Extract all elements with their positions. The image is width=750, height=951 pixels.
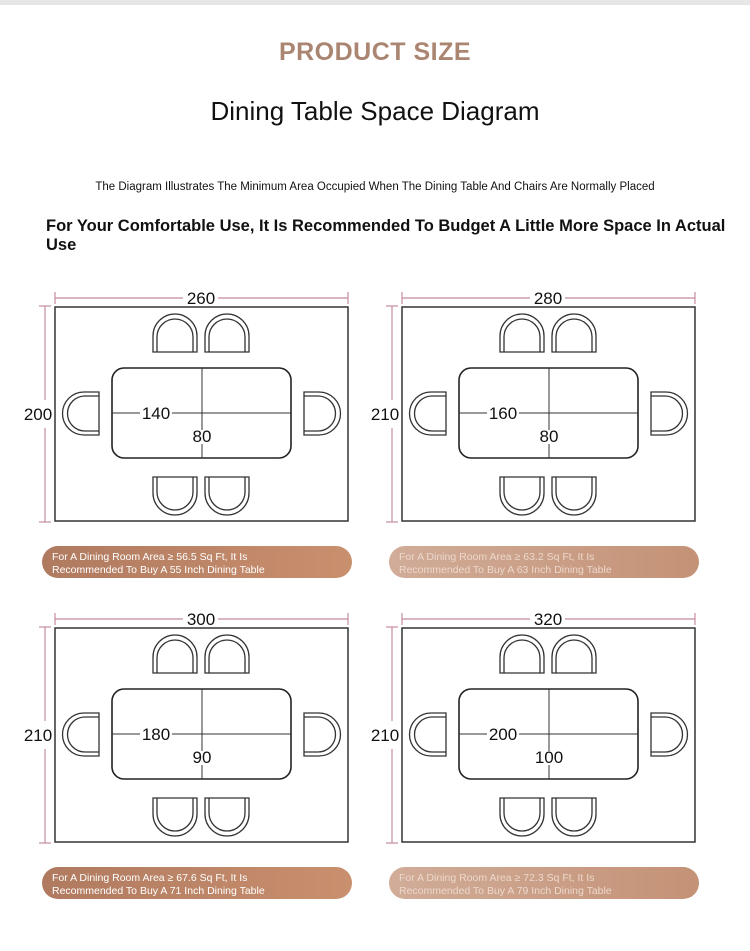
chair [651,392,688,435]
chair [410,713,447,756]
diagram-panel-260x200 [0,280,370,600]
room-width-label: 320 [533,610,563,629]
chair [205,477,249,515]
room-depth-label: 200 [23,405,53,424]
chair [153,314,197,352]
banner-line-2: Recommended To Buy A 79 Inch Dining Table [399,884,612,897]
room-depth-label: 210 [370,726,400,745]
chair [410,392,447,435]
table-width-label: 80 [192,427,212,446]
chair [552,798,596,836]
recommendation-banner [389,546,699,578]
banner-line-2: Recommended To Buy A 71 Inch Dining Table [52,884,265,897]
section-heading: PRODUCT SIZE [278,38,472,66]
room-width-label: 300 [186,610,216,629]
space-diagram [347,280,717,545]
table-width-label: 80 [539,427,559,446]
space-diagram [0,280,370,545]
table-width-label: 100 [534,748,564,767]
page-title: Dining Table Space Diagram [210,96,540,126]
chair [153,477,197,515]
diagram-panel-300x210 [0,601,370,921]
chair [304,392,341,435]
space-diagram [0,601,370,866]
banner-line-1: For A Dining Room Area ≥ 72.3 Sq Ft, It Is [399,872,595,884]
room-width-label: 280 [533,289,563,308]
chair [205,635,249,673]
space-diagram [347,601,717,866]
banner-line-1: For A Dining Room Area ≥ 56.5 Sq Ft, It Is [52,551,248,563]
table-length-label: 160 [488,404,518,423]
room-depth-label: 210 [23,726,53,745]
table-width-label: 90 [192,748,212,767]
chair [153,798,197,836]
room-depth-label: 210 [370,405,400,424]
chair [552,314,596,352]
chair [304,713,341,756]
diagram-panel-280x210 [347,280,717,600]
chair [500,477,544,515]
top-divider [0,0,750,5]
banner-line-2: Recommended To Buy A 63 Inch Dining Table [399,563,612,576]
banner-line-2: Recommended To Buy A 55 Inch Dining Table [52,563,265,576]
room-width-label: 260 [186,289,216,308]
chair [651,713,688,756]
chair [552,635,596,673]
chair [205,314,249,352]
chair [500,635,544,673]
table-length-label: 180 [141,725,171,744]
chair [500,314,544,352]
banner-line-1: For A Dining Room Area ≥ 63.2 Sq Ft, It Is [399,551,595,563]
recommendation-banner [42,867,352,899]
recommendation-banner [42,546,352,578]
description-line-1: The Diagram Illustrates The Minimum Area Occupied When The Dining Table And Chairs Are Normally Placed [95,181,655,193]
description-line-2: For Your Comfortable Use, It Is Recommended To Budget A Little More Space In Actual Use [46,217,726,254]
banner-line-1: For A Dining Room Area ≥ 67.6 Sq Ft, It Is [52,872,248,884]
table-length-label: 200 [488,725,518,744]
chair [63,713,100,756]
diagram-panel-320x210 [347,601,717,921]
table-length-label: 140 [141,404,171,423]
chair [63,392,100,435]
chair [153,635,197,673]
recommendation-banner [389,867,699,899]
chair [552,477,596,515]
chair [500,798,544,836]
chair [205,798,249,836]
